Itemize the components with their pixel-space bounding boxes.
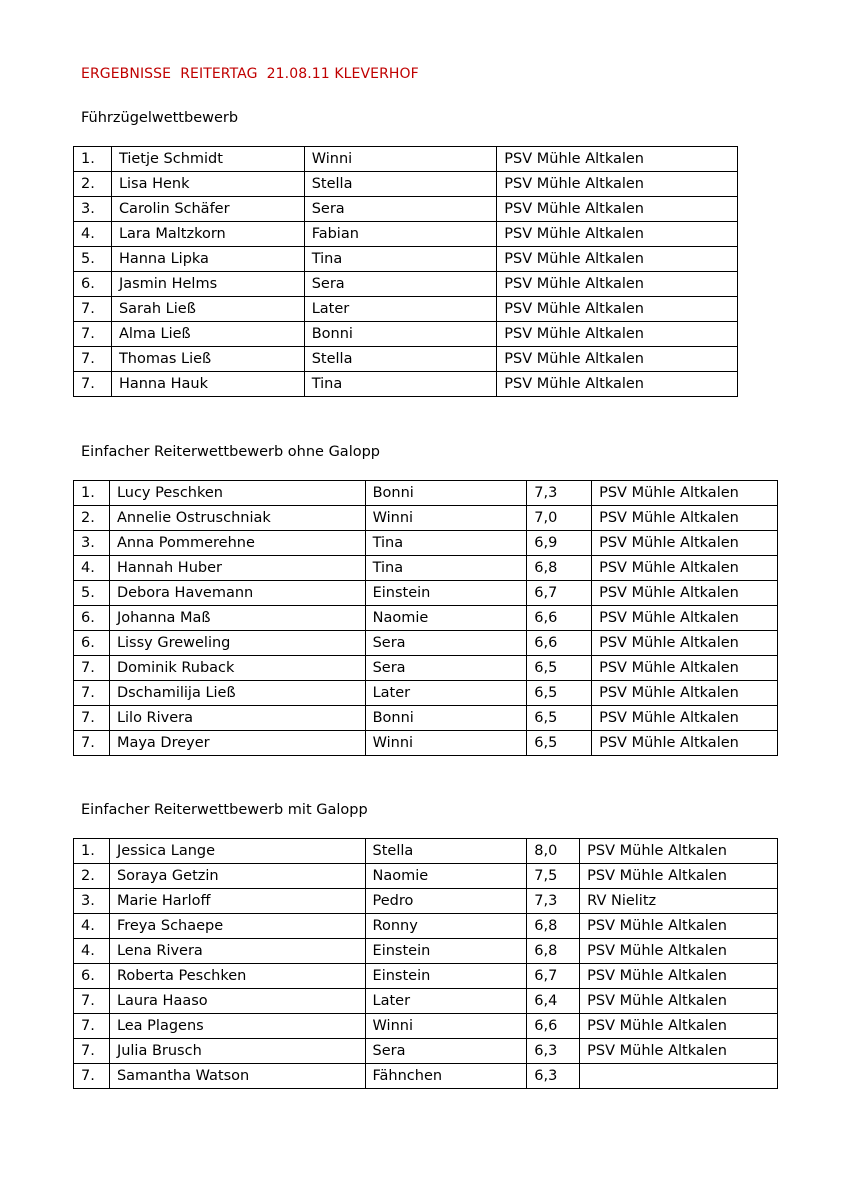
club-cell: PSV Mühle Altkalen: [497, 272, 738, 297]
rider-cell: Lisa Henk: [111, 172, 304, 197]
score-cell: 7,5: [527, 864, 580, 889]
horse-cell: Winni: [365, 1014, 527, 1039]
horse-cell: Einstein: [365, 939, 527, 964]
placing-cell: 7.: [74, 681, 110, 706]
rider-cell: Lissy Greweling: [109, 631, 365, 656]
club-cell: PSV Mühle Altkalen: [580, 1039, 778, 1064]
club-cell: PSV Mühle Altkalen: [497, 347, 738, 372]
rider-cell: Carolin Schäfer: [111, 197, 304, 222]
club-cell: PSV Mühle Altkalen: [592, 506, 778, 531]
club-cell: PSV Mühle Altkalen: [592, 581, 778, 606]
horse-cell: Winni: [365, 506, 527, 531]
horse-cell: Tina: [304, 247, 497, 272]
score-cell: 6,6: [527, 1014, 580, 1039]
club-cell: PSV Mühle Altkalen: [580, 989, 778, 1014]
table-row: [74, 939, 778, 964]
rider-cell: Johanna Maß: [109, 606, 365, 631]
club-cell: PSV Mühle Altkalen: [580, 839, 778, 864]
table-row: [74, 506, 778, 531]
horse-cell: Ronny: [365, 914, 527, 939]
table-row: [74, 556, 778, 581]
club-cell: PSV Mühle Altkalen: [497, 322, 738, 347]
score-cell: 6,8: [527, 914, 580, 939]
placing-cell: 7.: [74, 1039, 110, 1064]
table-row: [74, 706, 778, 731]
club-cell: PSV Mühle Altkalen: [592, 606, 778, 631]
placing-cell: 4.: [74, 556, 110, 581]
table-row: [74, 989, 778, 1014]
rider-cell: Freya Schaepe: [109, 914, 365, 939]
horse-cell: Sera: [365, 656, 527, 681]
club-cell: PSV Mühle Altkalen: [497, 222, 738, 247]
rider-cell: Hanna Lipka: [111, 247, 304, 272]
horse-cell: Fähnchen: [365, 1064, 527, 1089]
placing-cell: 5.: [74, 581, 110, 606]
rider-cell: Soraya Getzin: [109, 864, 365, 889]
club-cell: PSV Mühle Altkalen: [580, 1014, 778, 1039]
rider-cell: Lilo Rivera: [109, 706, 365, 731]
horse-cell: Sera: [304, 272, 497, 297]
placing-cell: 7.: [74, 1014, 110, 1039]
rider-cell: Annelie Ostruschniak: [109, 506, 365, 531]
table-row: [74, 731, 778, 756]
document-title: ERGEBNISSE REITERTAG 21.08.11 KLEVERHOF: [81, 66, 419, 82]
horse-cell: Tina: [304, 372, 497, 397]
rider-cell: Lara Maltzkorn: [111, 222, 304, 247]
club-cell: PSV Mühle Altkalen: [592, 631, 778, 656]
score-cell: 6,8: [527, 556, 592, 581]
club-cell: PSV Mühle Altkalen: [580, 864, 778, 889]
placing-cell: 2.: [74, 172, 112, 197]
table-row: [74, 347, 738, 372]
score-cell: 8,0: [527, 839, 580, 864]
placing-cell: 7.: [74, 322, 112, 347]
placing-cell: 4.: [74, 222, 112, 247]
placing-cell: 4.: [74, 914, 110, 939]
placing-cell: 6.: [74, 606, 110, 631]
club-cell: PSV Mühle Altkalen: [592, 656, 778, 681]
rider-cell: Jessica Lange: [109, 839, 365, 864]
rider-cell: Sarah Ließ: [111, 297, 304, 322]
placing-cell: 3.: [74, 531, 110, 556]
rider-cell: Hannah Huber: [109, 556, 365, 581]
score-cell: 6,5: [527, 681, 592, 706]
rider-cell: Samantha Watson: [109, 1064, 365, 1089]
score-cell: 6,5: [527, 731, 592, 756]
score-cell: 7,0: [527, 506, 592, 531]
horse-cell: Stella: [304, 347, 497, 372]
results-table-fuehrzuegel: [73, 146, 738, 397]
section-heading-mit-galopp: Einfacher Reiterwettbewerb mit Galopp: [81, 802, 368, 818]
table-row: [74, 372, 738, 397]
placing-cell: 2.: [74, 864, 110, 889]
score-cell: 6,3: [527, 1039, 580, 1064]
horse-cell: Later: [365, 681, 527, 706]
club-cell: PSV Mühle Altkalen: [497, 147, 738, 172]
horse-cell: Winni: [304, 147, 497, 172]
score-cell: 7,3: [527, 481, 592, 506]
placing-cell: 7.: [74, 372, 112, 397]
score-cell: 6,5: [527, 706, 592, 731]
horse-cell: Naomie: [365, 864, 527, 889]
horse-cell: Later: [304, 297, 497, 322]
horse-cell: Sera: [365, 631, 527, 656]
table-row: [74, 297, 738, 322]
score-cell: 6,7: [527, 964, 580, 989]
horse-cell: Sera: [365, 1039, 527, 1064]
results-table-mit-galopp: [73, 838, 778, 1089]
score-cell: 6,8: [527, 939, 580, 964]
table-row: [74, 656, 778, 681]
table-row: [74, 147, 738, 172]
club-cell: PSV Mühle Altkalen: [497, 247, 738, 272]
club-cell: PSV Mühle Altkalen: [592, 731, 778, 756]
club-cell: PSV Mühle Altkalen: [497, 172, 738, 197]
horse-cell: Einstein: [365, 964, 527, 989]
table-row: [74, 631, 778, 656]
placing-cell: 6.: [74, 631, 110, 656]
rider-cell: Lena Rivera: [109, 939, 365, 964]
horse-cell: Pedro: [365, 889, 527, 914]
club-cell: PSV Mühle Altkalen: [592, 706, 778, 731]
rider-cell: Thomas Ließ: [111, 347, 304, 372]
section-heading-fuehrzuegel: Führzügelwettbewerb: [81, 110, 239, 126]
table-row: [74, 222, 738, 247]
club-cell: PSV Mühle Altkalen: [580, 939, 778, 964]
placing-cell: 7.: [74, 731, 110, 756]
horse-cell: Tina: [365, 531, 527, 556]
results-table-ohne-galopp: [73, 480, 778, 756]
table-row: [74, 481, 778, 506]
score-cell: 6,5: [527, 656, 592, 681]
horse-cell: Fabian: [304, 222, 497, 247]
table-row: [74, 839, 778, 864]
table-row: [74, 681, 778, 706]
table-row: [74, 247, 738, 272]
score-cell: 6,3: [527, 1064, 580, 1089]
placing-cell: 3.: [74, 889, 110, 914]
placing-cell: 7.: [74, 1064, 110, 1089]
placing-cell: 7.: [74, 656, 110, 681]
rider-cell: Jasmin Helms: [111, 272, 304, 297]
placing-cell: 1.: [74, 147, 112, 172]
score-cell: 6,7: [527, 581, 592, 606]
score-cell: 6,9: [527, 531, 592, 556]
horse-cell: Naomie: [365, 606, 527, 631]
horse-cell: Bonni: [365, 706, 527, 731]
placing-cell: 4.: [74, 939, 110, 964]
rider-cell: Debora Havemann: [109, 581, 365, 606]
horse-cell: Bonni: [304, 322, 497, 347]
placing-cell: 7.: [74, 297, 112, 322]
table-row: [74, 1064, 778, 1089]
table-row: [74, 531, 778, 556]
club-cell: PSV Mühle Altkalen: [497, 297, 738, 322]
table-row: [74, 581, 778, 606]
club-cell: PSV Mühle Altkalen: [592, 481, 778, 506]
club-cell: PSV Mühle Altkalen: [497, 372, 738, 397]
horse-cell: Winni: [365, 731, 527, 756]
club-cell: PSV Mühle Altkalen: [592, 531, 778, 556]
club-cell: PSV Mühle Altkalen: [592, 681, 778, 706]
horse-cell: Stella: [365, 839, 527, 864]
club-cell: [580, 1064, 778, 1089]
horse-cell: Stella: [304, 172, 497, 197]
horse-cell: Later: [365, 989, 527, 1014]
horse-cell: Tina: [365, 556, 527, 581]
placing-cell: 6.: [74, 272, 112, 297]
horse-cell: Sera: [304, 197, 497, 222]
score-cell: 6,6: [527, 606, 592, 631]
placing-cell: 5.: [74, 247, 112, 272]
placing-cell: 1.: [74, 839, 110, 864]
rider-cell: Julia Brusch: [109, 1039, 365, 1064]
rider-cell: Lucy Peschken: [109, 481, 365, 506]
rider-cell: Laura Haaso: [109, 989, 365, 1014]
table-row: [74, 1039, 778, 1064]
club-cell: PSV Mühle Altkalen: [592, 556, 778, 581]
table-row: [74, 606, 778, 631]
score-cell: 6,6: [527, 631, 592, 656]
rider-cell: Hanna Hauk: [111, 372, 304, 397]
club-cell: RV Nielitz: [580, 889, 778, 914]
table-row: [74, 889, 778, 914]
placing-cell: 2.: [74, 506, 110, 531]
table-row: [74, 322, 738, 347]
table-row: [74, 272, 738, 297]
rider-cell: Dominik Ruback: [109, 656, 365, 681]
rider-cell: Dschamilija Ließ: [109, 681, 365, 706]
rider-cell: Roberta Peschken: [109, 964, 365, 989]
rider-cell: Alma Ließ: [111, 322, 304, 347]
table-row: [74, 197, 738, 222]
table-row: [74, 864, 778, 889]
rider-cell: Anna Pommerehne: [109, 531, 365, 556]
table-row: [74, 172, 738, 197]
club-cell: PSV Mühle Altkalen: [497, 197, 738, 222]
horse-cell: Einstein: [365, 581, 527, 606]
placing-cell: 3.: [74, 197, 112, 222]
placing-cell: 1.: [74, 481, 110, 506]
score-cell: 6,4: [527, 989, 580, 1014]
placing-cell: 7.: [74, 706, 110, 731]
score-cell: 7,3: [527, 889, 580, 914]
club-cell: PSV Mühle Altkalen: [580, 914, 778, 939]
placing-cell: 7.: [74, 989, 110, 1014]
table-row: [74, 914, 778, 939]
placing-cell: 6.: [74, 964, 110, 989]
club-cell: PSV Mühle Altkalen: [580, 964, 778, 989]
section-heading-ohne-galopp: Einfacher Reiterwettbewerb ohne Galopp: [81, 444, 381, 460]
rider-cell: Marie Harloff: [109, 889, 365, 914]
rider-cell: Tietje Schmidt: [111, 147, 304, 172]
rider-cell: Maya Dreyer: [109, 731, 365, 756]
placing-cell: 7.: [74, 347, 112, 372]
horse-cell: Bonni: [365, 481, 527, 506]
table-row: [74, 964, 778, 989]
table-row: [74, 1014, 778, 1039]
rider-cell: Lea Plagens: [109, 1014, 365, 1039]
